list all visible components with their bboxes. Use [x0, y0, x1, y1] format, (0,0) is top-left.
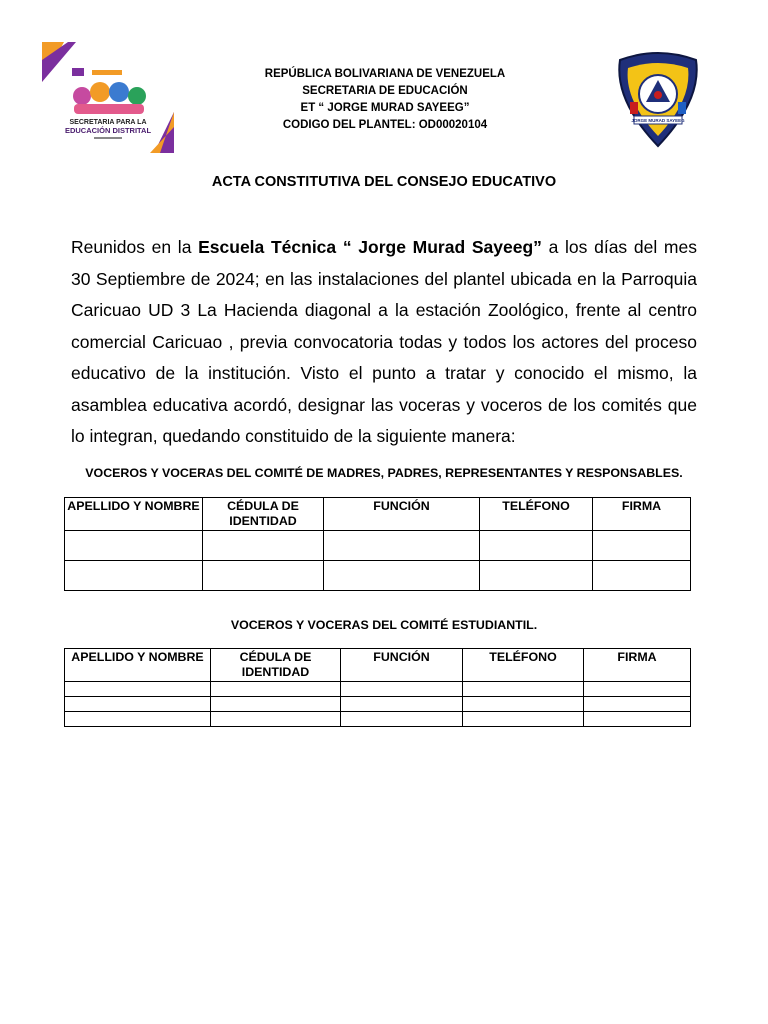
column-header-phone: TELÉFONO: [463, 649, 584, 682]
table-cell[interactable]: [584, 697, 691, 712]
document-header: [200, 66, 570, 134]
logo-left-top-text: SECRETARIA PARA LA: [69, 119, 147, 126]
table-cell[interactable]: [584, 682, 691, 697]
table-row: [65, 697, 691, 712]
body-intro: Reunidos en la: [71, 237, 199, 257]
secretaria-logo: [42, 42, 174, 153]
school-shield-logo: [612, 50, 704, 148]
table-row: [65, 531, 691, 561]
column-header-phone: TELÉFONO: [480, 498, 593, 531]
table-row: [65, 712, 691, 727]
logo-left-bottom-text: EDUCACIÓN DISTRITAL: [64, 126, 152, 135]
document-title: ACTA CONSTITUTIVA DEL CONSEJO EDUCATIVO: [211, 174, 557, 190]
table-cell[interactable]: [65, 531, 203, 561]
column-header-function: FUNCIÓN: [324, 498, 480, 531]
table-cell[interactable]: [593, 531, 691, 561]
table-cell[interactable]: [463, 682, 584, 697]
table-cell[interactable]: [341, 697, 463, 712]
table-cell[interactable]: [211, 697, 341, 712]
header-school: ET “ JORGE MURAD SAYEEG”: [300, 102, 470, 114]
table-cell[interactable]: [584, 712, 691, 727]
table-cell[interactable]: [324, 531, 480, 561]
section-students-title: VOCEROS Y VOCERAS DEL COMITÉ ESTUDIANTIL.: [230, 618, 538, 632]
table-cell[interactable]: [203, 531, 324, 561]
table-cell[interactable]: [211, 712, 341, 727]
column-header-signature: FIRMA: [584, 649, 691, 682]
table-row: [65, 561, 691, 591]
body-paragraph: [71, 232, 697, 453]
header-country: REPÚBLICA BOLIVARIANA DE VENEZUELA: [264, 68, 506, 80]
column-header-function: FUNCIÓN: [341, 649, 463, 682]
column-header-id: CÉDULA DE IDENTIDAD: [211, 649, 341, 682]
table-header-row: [65, 649, 691, 682]
table-cell[interactable]: [593, 561, 691, 591]
header-school-code: CODIGO DEL PLANTEL: OD00020104: [282, 119, 488, 131]
shield-ribbon-text: JORGE MURAD SAYEEG: [631, 118, 685, 123]
table-cell[interactable]: [211, 682, 341, 697]
table-cell[interactable]: [463, 712, 584, 727]
table-header-row: [65, 498, 691, 531]
body-school-name: Escuela Técnica “ Jorge Murad Sayeeg”: [198, 237, 542, 257]
table-cell[interactable]: [463, 697, 584, 712]
table-cell[interactable]: [65, 682, 211, 697]
table-cell[interactable]: [65, 712, 211, 727]
section-parents-title: VOCEROS Y VOCERAS DEL COMITÉ DE MADRES, PADRES, REPRESENTANTES Y RESPONSABLES.: [85, 466, 683, 480]
table-cell[interactable]: [65, 697, 211, 712]
table-cell[interactable]: [341, 712, 463, 727]
table-row: [65, 682, 691, 697]
body-text-rest: a los días del mes 30 Septiembre de 2024; en las instalaciones del plantel ubicada en la Parroquia Caricuao UD 3 La Hacienda diagonal a la estación Zoológico, frente al centro comercial Caricuao , previa convocatoria todas y todos los actores del proceso educativo de la institución. Visto el punto a tratar y conocido el mismo, la asamblea educativa acordó, designar las voceras y voceros de los comités que lo integran, quedando constituido de la siguiente manera:: [71, 237, 697, 446]
table-cell[interactable]: [480, 561, 593, 591]
table-cell[interactable]: [65, 561, 203, 591]
table-cell[interactable]: [324, 561, 480, 591]
parents-committee-table: [64, 497, 691, 591]
column-header-name: APELLIDO Y NOMBRE: [65, 498, 203, 531]
table-cell[interactable]: [480, 531, 593, 561]
students-committee-table: [64, 648, 691, 727]
table-cell[interactable]: [341, 682, 463, 697]
column-header-id: CÉDULA DE IDENTIDAD: [203, 498, 324, 531]
header-ministry: SECRETARIA DE EDUCACIÓN: [302, 85, 468, 97]
column-header-signature: FIRMA: [593, 498, 691, 531]
table-cell[interactable]: [203, 561, 324, 591]
column-header-name: APELLIDO Y NOMBRE: [65, 649, 211, 682]
